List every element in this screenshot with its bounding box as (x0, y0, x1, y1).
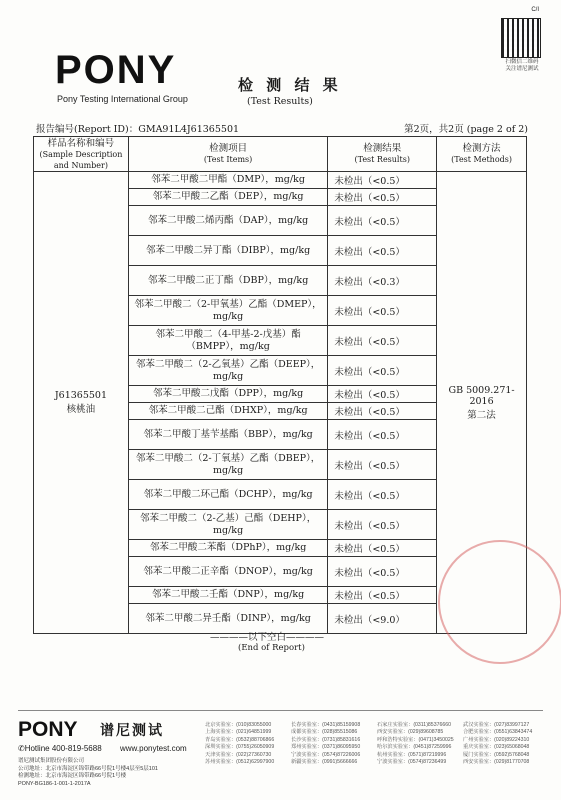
page-title: 检 测 结 果 (238, 76, 342, 94)
header-results (328, 137, 437, 172)
lab-contact: 成都实验室：(028)85515086 (291, 729, 358, 736)
test-result: 未检出（<0.5） (328, 420, 437, 450)
header-methods (437, 137, 527, 172)
test-result: 未检出（<0.5） (328, 480, 437, 510)
end-line: ————以下空白———— (210, 632, 325, 643)
test-result: 未检出（<0.5） (328, 356, 437, 386)
footer-divider (18, 710, 543, 711)
sample-cell (34, 172, 129, 634)
lab-contact: 郑州实验室：(0371)86095950 (291, 744, 361, 751)
hotline (18, 744, 102, 753)
report-id: GMA91L4J61365501 (138, 124, 240, 135)
header-items (128, 137, 327, 172)
footer-lab-address: 检测地址：北京市海淀区锦带路66号院1号楼 (18, 773, 127, 779)
official-stamp (438, 540, 561, 664)
lab-contact: 宁波实验室：(0574)87226006 (291, 751, 361, 758)
test-item: 邻苯二甲酸二异壬酯（DINP），mg/kg (128, 604, 327, 634)
test-result: 未检出（<0.5） (328, 510, 437, 540)
lab-contact: 深圳实验室：(0755)26050909 (205, 744, 275, 751)
test-item: 邻苯二甲酸二壬酯（DNP），mg/kg (128, 587, 327, 604)
header-methods-cn: 检测方法 (462, 143, 501, 154)
lab-contact: 重庆实验室：(023)65068048 (463, 744, 530, 751)
lab-contact: 天津实验室：(022)27360730 (205, 751, 272, 758)
lab-contact: 宁波实验室：(0574)87236499 (377, 759, 447, 766)
test-result: 未检出（<0.5） (328, 386, 437, 403)
test-item: 邻苯二甲酸二（4-甲基-2-戊基）酯（BMPP），mg/kg (128, 326, 327, 356)
header-methods-en: (Test Methods) (451, 155, 512, 164)
qr-caption (491, 59, 553, 73)
page-info: 第2页，共2页 (page 2 of 2) (404, 124, 528, 135)
header-results-en: (Test Results) (354, 155, 410, 164)
report-id-label: 报告编号(Report ID)： (36, 124, 139, 135)
test-result: 未检出（<0.3） (328, 266, 437, 296)
method-variant: 第二法 (467, 409, 496, 421)
company-logo: PONY (55, 48, 177, 92)
footer-company-name: 谱尼测试 (100, 723, 164, 739)
test-item: 邻苯二甲酸二苯酯（DPhP），mg/kg (128, 540, 327, 557)
lab-contact: 西安实验室：(029)89608785 (377, 729, 444, 736)
lab-contact: 广州实验室：(020)89224310 (463, 736, 530, 743)
lab-contact: 呼和浩特实验室：(0471)3450025 (377, 736, 454, 743)
lab-contact: 合肥实验室：(0551)63843474 (463, 729, 533, 736)
lab-contact: 长春实验室：(0431)85159908 (291, 722, 361, 728)
test-result: 未检出（<0.5） (328, 403, 437, 420)
lab-contact: 厦门实验室：(0592)5768048 (463, 751, 530, 758)
header-items-cn: 检测项目 (209, 143, 248, 154)
test-item: 邻苯二甲酸二己酯（DHXP），mg/kg (128, 403, 327, 420)
test-item: 邻苯二甲酸二（2-乙基）己酯（DEHP），mg/kg (128, 510, 327, 540)
lab-contact: 青岛实验室：(0532)88706866 (205, 736, 275, 743)
test-result: 未检出（<9.0） (328, 604, 437, 634)
lab-contact: 武汉实验室：(027)83997127 (463, 722, 530, 728)
table-header-row (34, 137, 527, 172)
lab-contact: 长沙实验室：(0731)85831616 (291, 736, 361, 743)
test-result: 未检出（<0.5） (328, 326, 437, 356)
website: www.ponytest.com (120, 744, 187, 753)
test-result: 未检出（<0.5） (328, 557, 437, 587)
test-result: 未检出（<0.5） (328, 296, 437, 326)
test-item: 邻苯二甲酸丁基苄基酯（BBP），mg/kg (128, 420, 327, 450)
test-result: 未检出（<0.5） (328, 540, 437, 557)
results-table (33, 136, 527, 634)
test-item: 邻苯二甲酸二正辛酯（DNOP），mg/kg (128, 557, 327, 587)
page-title-en: (Test Results) (247, 96, 313, 107)
header-sample (34, 137, 129, 172)
lab-contact: 新疆实验室：(0991)5666666 (291, 759, 358, 766)
test-result: 未检出（<0.5） (328, 587, 437, 604)
method-standard: GB 5009.271-2016 (448, 384, 515, 407)
lab-contact: 杭州实验室：(0571)87219996 (377, 751, 447, 758)
test-item: 邻苯二甲酸二戊酯（DPP），mg/kg (128, 386, 327, 403)
test-item: 邻苯二甲酸二（2-丁氧基）乙酯（DBEP），mg/kg (128, 450, 327, 480)
test-item: 邻苯二甲酸二烯丙酯（DAP），mg/kg (128, 206, 327, 236)
lab-contact: 西安实验室：(029)81770708 (463, 759, 530, 766)
sample-id: J61365501 (54, 390, 108, 401)
header-sample-en: (Sample Description and Number) (39, 149, 123, 170)
end-of-report: (End of Report) (238, 643, 305, 653)
table-row (34, 172, 527, 189)
test-result: 未检出（<0.5） (328, 236, 437, 266)
test-result: 未检出（<0.5） (328, 189, 437, 206)
lab-contact: 石家庄实验室：(0311)85376660 (377, 722, 452, 728)
footer-form-code: PONY-BG186-1-001-1-2017A (18, 780, 91, 787)
phone-icon: ✆ (18, 744, 25, 753)
sample-name: 核桃油 (66, 404, 96, 415)
test-item: 邻苯二甲酸二环己酯（DCHP），mg/kg (128, 480, 327, 510)
lab-contact: 上海实验室：(021)64851999 (205, 729, 272, 736)
qr-caption-line2: 关注谱尼测试 (505, 66, 539, 72)
test-item: 邻苯二甲酸二正丁酯（DBP），mg/kg (128, 266, 327, 296)
test-item: 邻苯二甲酸二乙酯（DEP），mg/kg (128, 189, 327, 206)
test-item: 邻苯二甲酸二甲酯（DMP），mg/kg (128, 172, 327, 189)
qr-code-icon (501, 18, 541, 58)
company-subtitle: Pony Testing International Group (57, 94, 188, 104)
footer-company: 谱尼测试集团股份有限公司 (18, 758, 85, 764)
header-sample-cn: 样品名称和编号 (47, 137, 115, 149)
test-result: 未检出（<0.5） (328, 172, 437, 189)
document-code: C/I (531, 7, 539, 13)
hotline-text: Hotline 400-819-5688 (24, 744, 102, 753)
footer-logo: PONY (18, 718, 78, 741)
test-item: 邻苯二甲酸二（2-乙氧基）乙酯（DEEP），mg/kg (128, 356, 327, 386)
qr-caption-line1: 扫微信二维码 (505, 59, 539, 65)
lab-contact: 哈尔滨实验室：(0451)87259996 (377, 744, 452, 751)
test-item: 邻苯二甲酸二异丁酯（DIBP），mg/kg (128, 236, 327, 266)
lab-contact-list (205, 722, 545, 766)
test-result: 未检出（<0.5） (328, 450, 437, 480)
header-results-cn: 检测结果 (363, 143, 402, 154)
header-items-en: (Test Items) (203, 155, 253, 164)
test-item: 邻苯二甲酸二（2-甲氧基）乙酯（DMEP），mg/kg (128, 296, 327, 326)
footer-address-line: 公司地址：北京市海淀区锦带路66号院1号楼4层至5层101 (18, 765, 158, 772)
test-result: 未检出（<0.5） (328, 206, 437, 236)
lab-contact: 北京实验室：(010)83055000 (205, 722, 272, 728)
footer-address (18, 758, 158, 788)
lab-contact: 苏州实验室：(0512)62997900 (205, 759, 275, 766)
